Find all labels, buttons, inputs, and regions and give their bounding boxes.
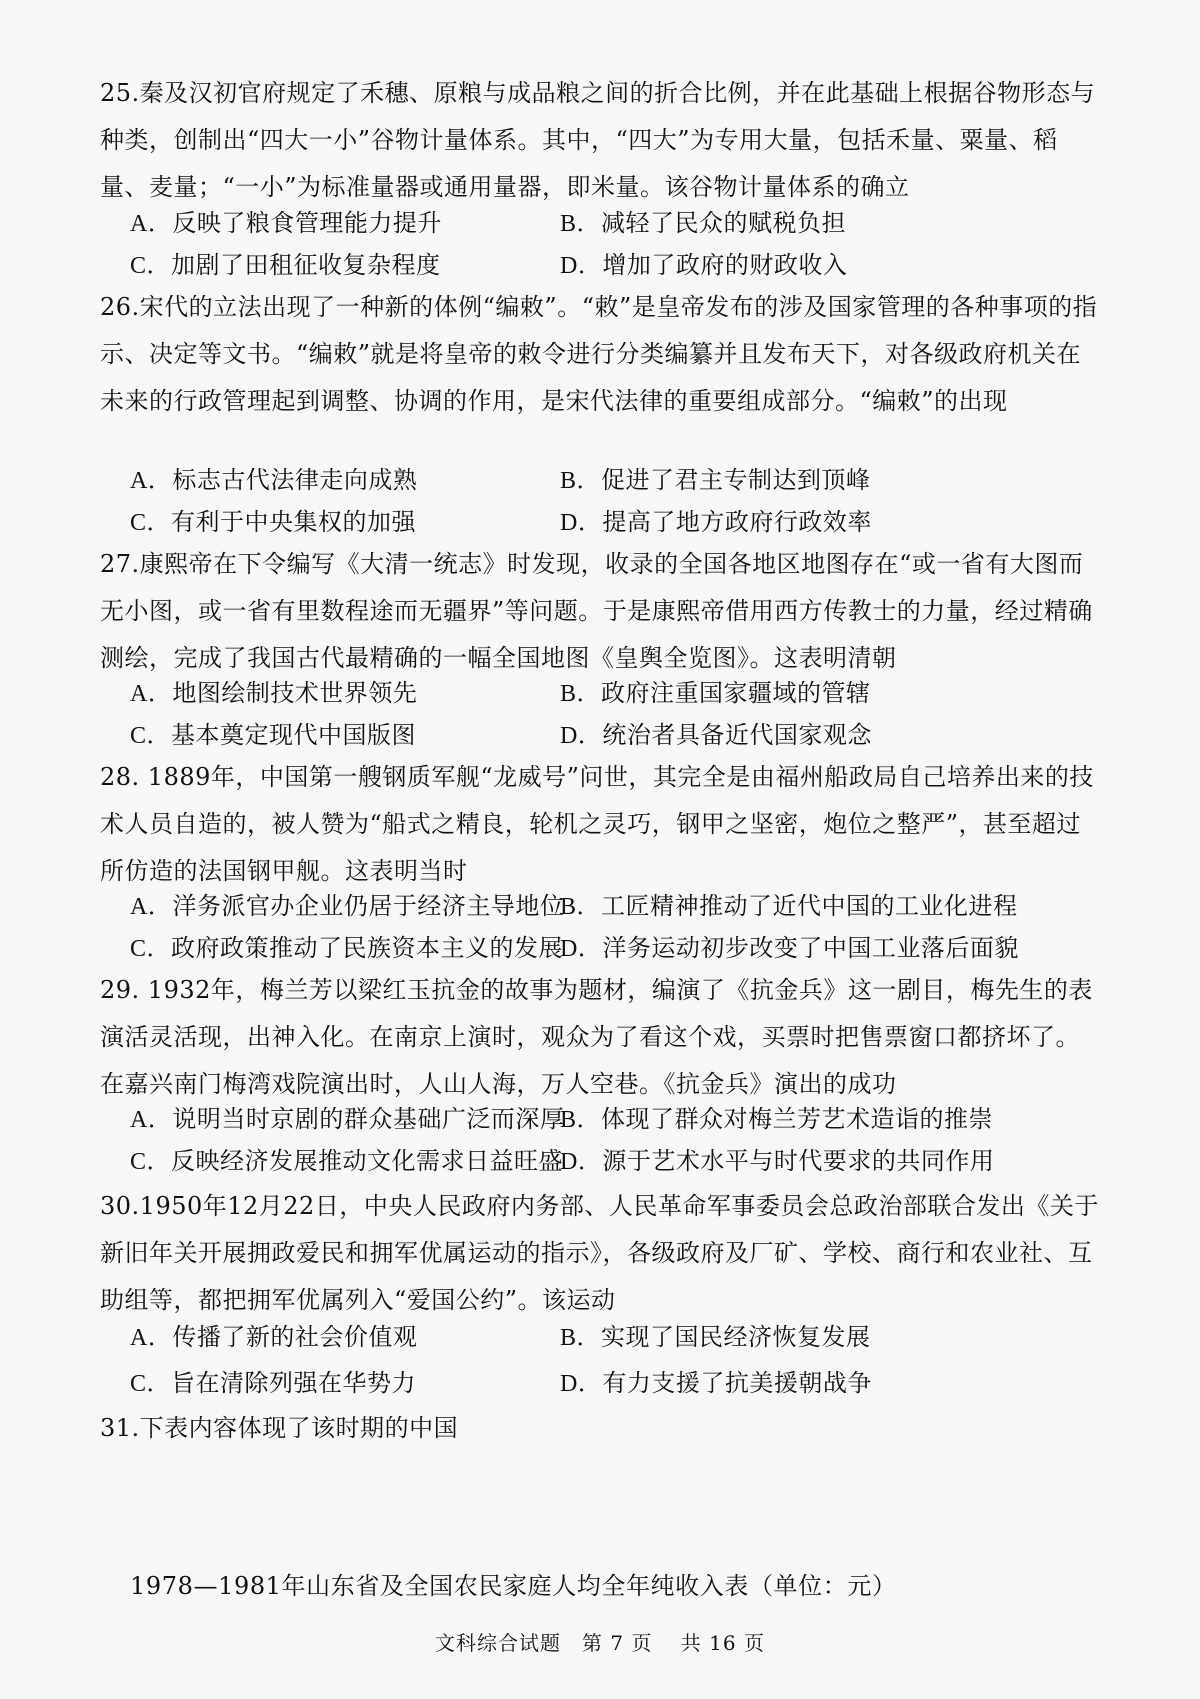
q30-option-b[interactable]: B．实现了国民经济恢复发展 — [560, 1323, 871, 1351]
q29-option-c[interactable]: C．反映经济发展推动文化需求日益旺盛 — [130, 1147, 564, 1175]
q30-option-d[interactable]: D．有力支援了抗美援朝战争 — [560, 1369, 872, 1397]
q28-option-d[interactable]: D．洋务运动初步改变了中国工业落后面貌 — [560, 934, 1019, 962]
question-27-stem: 27.康熙帝在下令编写《大清一统志》时发现，收录的全国各地区地图存在“或一省有大图而无小图，或一省有里数程途而无疆界”等问题。于是康熙帝借用西方传教士的力量，经过精确测绘，完成了我国古代最精确的一幅全国地图《皇舆全览图》。这表明清朝 — [100, 550, 1093, 672]
q29-option-a[interactable]: A．说明当时京剧的群众基础广泛而深厚 — [130, 1105, 565, 1133]
q26-option-a[interactable]: A．标志古代法律走向成熟 — [130, 466, 418, 494]
q27-option-b[interactable]: B．政府注重国家疆域的管辖 — [560, 679, 871, 707]
q25-option-d[interactable]: D．增加了政府的财政收入 — [560, 251, 848, 279]
q25-option-b[interactable]: B．减轻了民众的赋税负担 — [560, 209, 847, 237]
question-29-stem: 29. 1932年，梅兰芳以梁红玉抗金的故事为题材，编演了《抗金兵》这一剧目，梅先生的表演活灵活现，出神入化。在南京上演时，观众为了看这个戏，买票时把售票窗口都挤坏了。在嘉兴南门梅湾戏院演出时，人山人海，万人空巷。《抗金兵》演出的成功 — [100, 976, 1093, 1098]
q30-option-a[interactable]: A．传播了新的社会价值观 — [130, 1323, 418, 1351]
q25-option-c[interactable]: C．加剧了田租征收复杂程度 — [130, 251, 441, 279]
q26-option-b[interactable]: B．促进了君主专制达到顶峰 — [560, 466, 871, 494]
q27-option-a[interactable]: A．地图绘制技术世界领先 — [130, 679, 418, 707]
question-28-stem: 28. 1889年，中国第一艘钢质军舰“龙威号”问世，其完全是由福州船政局自己培养出来的技术人员自造的，被人赞为“船式之精良，轮机之灵巧，钢甲之坚密，炮位之整严”，甚至超过所仿造的法国钢甲舰。这表明当时 — [100, 763, 1094, 885]
q28-option-a[interactable]: A．洋务派官办企业仍居于经济主导地位 — [130, 892, 565, 920]
q27-option-c[interactable]: C．基本奠定现代中国版图 — [130, 721, 417, 749]
q26-option-c[interactable]: C．有利于中央集权的加强 — [130, 508, 417, 536]
question-25-stem: 25.秦及汉初官府规定了禾穗、原粮与成品粮之间的折合比例，并在此基础上根据谷物形态与种类，创制出“四大一小”谷物计量体系。其中，“四大”为专用大量，包括禾量、粟量、稻量、麦量；“一小”为标准量器或通用量器，即米量。该谷物计量体系的确立 — [100, 79, 1096, 201]
question-30-stem: 30.1950年12月22日，中央人民政府内务部、人民革命军事委员会总政治部联合发出《关于新旧年关开展拥政爱民和拥军优属运动的指示》，各级政府及厂矿、学校、商行和农业社、互助组等，都把拥军优属列入“爱国公约”。该运动 — [100, 1192, 1099, 1314]
q28-option-b[interactable]: B．工匠精神推动了近代中国的工业化进程 — [560, 892, 1018, 920]
q29-option-d[interactable]: D．源于艺术水平与时代要求的共同作用 — [560, 1147, 995, 1175]
q30-option-c[interactable]: C．旨在清除列强在华势力 — [130, 1369, 417, 1397]
q25-option-a[interactable]: A．反映了粮食管理能力提升 — [130, 209, 442, 237]
question-26-stem: 26.宋代的立法出现了一种新的体例“编敕”。“敕”是皇帝发布的涉及国家管理的各种事项的指示、决定等文书。“编敕”就是将皇帝的敕令进行分类编纂并且发布天下，对各级政府机关在未来的行政管理起到调整、协调的作用，是宋代法律的重要组成部分。“编敕”的出现 — [100, 293, 1098, 415]
table-title: 1978—1981年山东省及全国农民家庭人均全年纯收入表（单位：元） — [130, 1572, 897, 1600]
question-31-stem: 31.下表内容体现了该时期的中国 — [100, 1414, 459, 1442]
q27-option-d[interactable]: D．统治者具备近代国家观念 — [560, 721, 872, 749]
page-footer: 文科综合试题 第 7 页 共 16 页 — [435, 1631, 765, 1655]
q26-option-d[interactable]: D．提高了地方政府行政效率 — [560, 508, 872, 536]
q29-option-b[interactable]: B．体现了群众对梅兰芳艺术造诣的推崇 — [560, 1105, 994, 1133]
q28-option-c[interactable]: C．政府政策推动了民族资本主义的发展 — [130, 934, 564, 962]
